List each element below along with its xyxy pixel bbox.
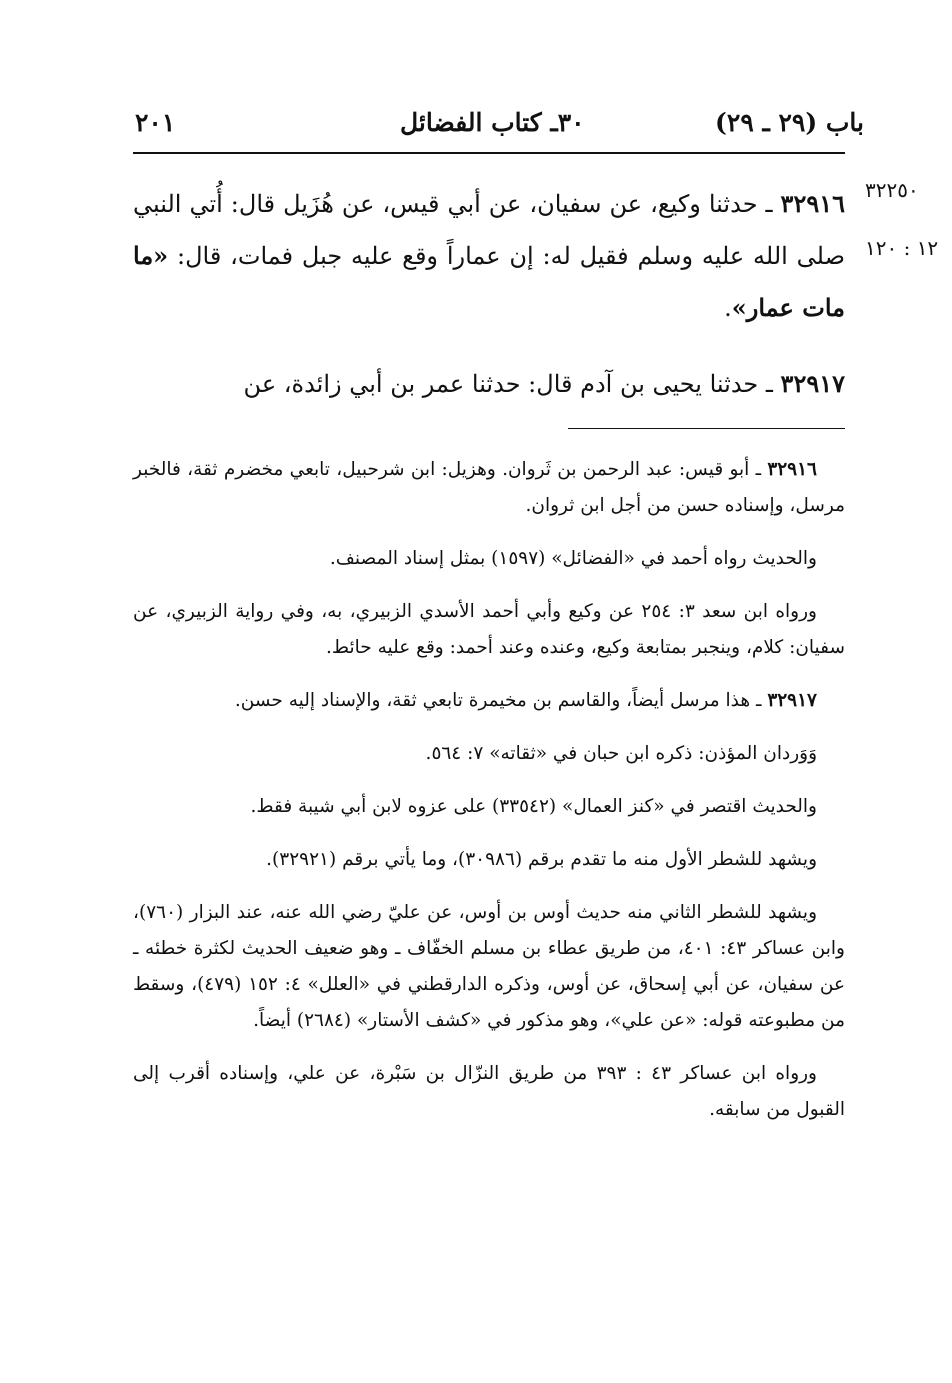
footnote-number: ٣٢٩١٦ [767,459,817,480]
footnote-text: ويشهد للشطر الثاني منه حديث أوس بن أوس، عن عليّ رضي الله عنه، عند البزار (٧٦٠)، وابن عساكر ٤٣: ٤٠١، من طريق عطاء بن مسلم الخفّاف ـ وهو ضعيف الحديث لكثرة خطئه ـ عن سفيان، عن أبي إسحاق، عن أوس، وذكره الدارقطني في «العلل» ٤: ١٥٢ (٤٧٩)، وسقط من مطبوعته قوله: «عن علي»، وهو مذكور في «كشف الأستار» (٢٦٨٤) أيضاً. [133,902,845,1031]
footnote-paragraph [133,736,845,772]
hadith-number: ٣٢٩١٧ [780,369,845,398]
footnote-text: والحديث اقتصر في «كنز العمال» (٣٣٥٤٢) على عزوه لابن أبي شيبة فقط. [250,796,817,817]
running-header-chapter: باب (٢٩ ـ ٢٩) [715,108,864,137]
margin-reference-2: ١٢ : ١٢٠ [865,236,939,260]
hadith-number: ٣٢٩١٦ [780,189,845,218]
footnote-paragraph [133,842,845,878]
footnote-paragraph [133,594,845,666]
footnote-paragraph [133,452,845,524]
footnote-paragraph [133,895,845,1039]
page-number: ٢٠١ [135,108,176,137]
footnote-text: وَوَردان المؤذن: ذكره ابن حبان في «ثقاته» ٧: ٥٦٤. [425,743,817,764]
footnote-text: ورواه ابن عساكر ٤٣ : ٣٩٣ من طريق النزّال بن سَبْرة، عن علي، وإسناده أقرب إلى القبول من سابقه. [133,1063,845,1120]
footnote-text: ورواه ابن سعد ٣: ٢٥٤ عن وكيع وأبي أحمد الأسدي الزبيري، به، وفي رواية الزبيري، عن سفيان: كلام، وينجبر بمتابعة وكيع، وعنده وعند أحمد: وقع عليه حائط. [133,601,845,658]
hadith-end: . [724,294,732,322]
running-header-book-title: ٣٠ـ كتاب الفضائل [400,108,585,137]
hadith-text: ـ حدثنا وكيع، عن سفيان، عن أبي قيس، عن هُزَيل قال: أُتي النبي صلى الله عليه وسلم فقيل له: إن عماراً وقع عليه جبل فمات، قال: [133,190,845,270]
footnote-paragraph [133,789,845,825]
footnotes [133,452,845,1145]
footnote-paragraph [133,683,845,719]
footnote-text: ـ هذا مرسل أيضاً، والقاسم بن مخيمرة تابعي ثقة، والإسناد إليه حسن. [234,690,768,711]
footnote-number: ٣٢٩١٧ [767,690,817,711]
hadith-32917 [133,358,845,410]
header-divider [133,152,845,154]
footnote-text: ويشهد للشطر الأول منه ما تقدم برقم (٣٠٩٨٦)، وما يأتي برقم (٣٢٩٢١). [266,849,817,870]
margin-reference-1: ٣٢٢٥٠ [865,178,919,202]
hadith-text: ـ حدثنا يحيى بن آدم قال: حدثنا عمر بن أبي زائدة، عن [243,370,781,398]
footnote-text: والحديث رواه أحمد في «الفضائل» (١٥٩٧) بمثل إسناد المصنف. [329,548,817,569]
hadith-32916 [133,178,845,334]
hadith-quote: «ما مات عمار» [133,241,845,322]
footnote-paragraph [133,1056,845,1128]
footnote-divider [568,428,845,429]
footnote-paragraph [133,541,845,577]
footnote-text: ـ أبو قيس: عبد الرحمن بن ثَروان. وهزيل: ابن شرحبيل، تابعي مخضرم ثقة، فالخبر مرسل، وإسناده حسن من أجل ابن ثروان. [133,459,845,516]
